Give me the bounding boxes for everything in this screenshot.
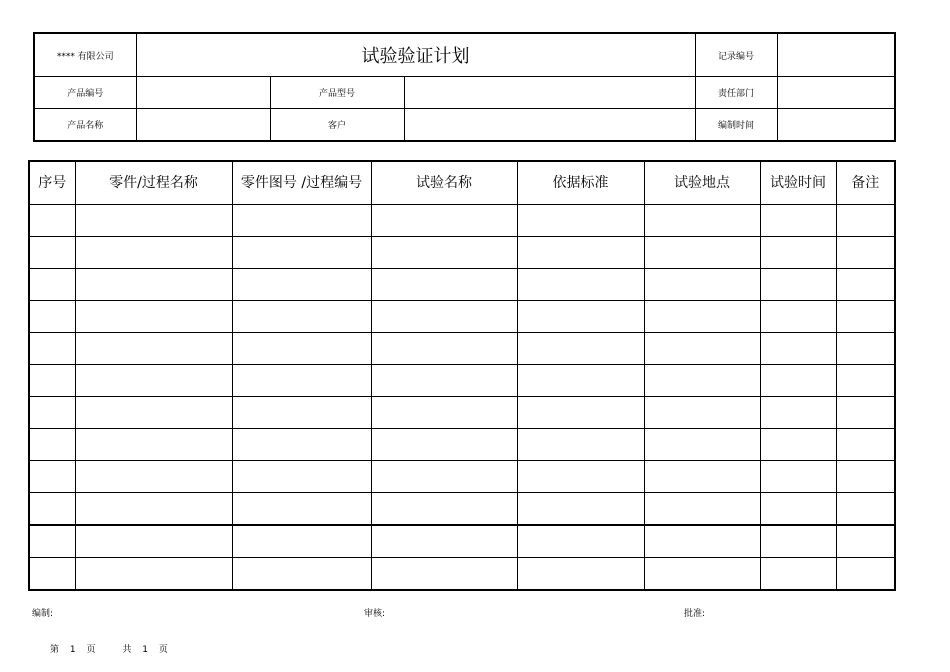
table-row — [29, 525, 895, 558]
cell-remarks[interactable] — [836, 558, 895, 591]
col-header-seq: 序号 — [29, 161, 75, 205]
cell-test-location[interactable] — [644, 493, 760, 526]
cell-test-time[interactable] — [760, 205, 836, 237]
responsible-dept-label: 责任部门 — [695, 77, 777, 109]
table-row — [29, 269, 895, 301]
cell-test-time[interactable] — [760, 365, 836, 397]
cell-drawing-process-no[interactable] — [232, 365, 371, 397]
cell-remarks[interactable] — [836, 429, 895, 461]
cell-test-name[interactable] — [371, 333, 517, 365]
cell-test-time[interactable] — [760, 301, 836, 333]
record-no-label: 记录编号 — [695, 33, 777, 77]
cell-part-process-name[interactable] — [75, 525, 232, 558]
product-no-label: 产品编号 — [34, 77, 136, 109]
cell-drawing-process-no[interactable] — [232, 397, 371, 429]
cell-standard[interactable] — [517, 333, 644, 365]
page-total: 1 — [142, 645, 149, 655]
cell-test-name[interactable] — [371, 237, 517, 269]
cell-seq[interactable] — [29, 205, 75, 237]
col-header-remarks: 备注 — [836, 161, 895, 205]
cell-drawing-process-no[interactable] — [232, 333, 371, 365]
product-model-label: 产品型号 — [270, 77, 404, 109]
cell-part-process-name[interactable] — [75, 333, 232, 365]
page-unit: 页 — [86, 645, 96, 655]
company-name: **** 有限公司 — [34, 33, 136, 77]
cell-test-location[interactable] — [644, 269, 760, 301]
cell-standard[interactable] — [517, 365, 644, 397]
cell-test-name[interactable] — [371, 301, 517, 333]
cell-remarks[interactable] — [836, 493, 895, 526]
cell-test-location[interactable] — [644, 237, 760, 269]
cell-test-name[interactable] — [371, 397, 517, 429]
col-header-standard: 依据标准 — [517, 161, 644, 205]
cell-seq[interactable] — [29, 493, 75, 526]
table-row — [29, 237, 895, 269]
cell-drawing-process-no[interactable] — [232, 237, 371, 269]
table-row — [29, 301, 895, 333]
cell-standard[interactable] — [517, 525, 644, 558]
cell-remarks[interactable] — [836, 397, 895, 429]
customer-label: 客户 — [270, 109, 404, 142]
cell-part-process-name[interactable] — [75, 365, 232, 397]
cell-test-name[interactable] — [371, 205, 517, 237]
product-model-field[interactable] — [404, 77, 695, 109]
cell-test-location[interactable] — [644, 397, 760, 429]
header-table — [33, 32, 896, 142]
cell-part-process-name[interactable] — [75, 301, 232, 333]
cell-standard[interactable] — [517, 558, 644, 591]
cell-test-location[interactable] — [644, 301, 760, 333]
cell-seq[interactable] — [29, 429, 75, 461]
cell-remarks[interactable] — [836, 301, 895, 333]
cell-remarks[interactable] — [836, 461, 895, 493]
cell-part-process-name[interactable] — [75, 461, 232, 493]
cell-test-name[interactable] — [371, 365, 517, 397]
table-row — [29, 397, 895, 429]
cell-remarks[interactable] — [836, 205, 895, 237]
table-row — [29, 333, 895, 365]
product-name-label: 产品名称 — [34, 109, 136, 142]
page-prefix: 第 — [50, 645, 60, 655]
cell-remarks[interactable] — [836, 525, 895, 558]
cell-test-time[interactable] — [760, 397, 836, 429]
cell-part-process-name[interactable] — [75, 205, 232, 237]
cell-remarks[interactable] — [836, 365, 895, 397]
cell-test-name[interactable] — [371, 525, 517, 558]
cell-test-location[interactable] — [644, 365, 760, 397]
customer-field[interactable] — [404, 109, 695, 142]
cell-standard[interactable] — [517, 461, 644, 493]
cell-part-process-name[interactable] — [75, 493, 232, 526]
cell-seq[interactable] — [29, 237, 75, 269]
cell-drawing-process-no[interactable] — [232, 525, 371, 558]
cell-test-time[interactable] — [760, 558, 836, 591]
responsible-dept-field[interactable] — [777, 77, 895, 109]
cell-remarks[interactable] — [836, 237, 895, 269]
col-header-test-location: 试验地点 — [644, 161, 760, 205]
cell-test-time[interactable] — [760, 429, 836, 461]
cell-test-time[interactable] — [760, 461, 836, 493]
prepared-time-label: 编制时间 — [695, 109, 777, 142]
reviewed-by-label: 审核: — [364, 609, 386, 619]
cell-drawing-process-no[interactable] — [232, 205, 371, 237]
cell-seq[interactable] — [29, 461, 75, 493]
cell-part-process-name[interactable] — [75, 269, 232, 301]
cell-seq[interactable] — [29, 333, 75, 365]
cell-test-time[interactable] — [760, 525, 836, 558]
col-header-part-process-name: 零件/过程名称 — [75, 161, 232, 205]
cell-drawing-process-no[interactable] — [232, 461, 371, 493]
plan-table — [28, 160, 896, 591]
cell-part-process-name[interactable] — [75, 237, 232, 269]
cell-standard[interactable] — [517, 429, 644, 461]
cell-remarks[interactable] — [836, 269, 895, 301]
cell-standard[interactable] — [517, 237, 644, 269]
cell-standard[interactable] — [517, 269, 644, 301]
table-row — [29, 558, 895, 591]
cell-part-process-name[interactable] — [75, 558, 232, 591]
cell-part-process-name[interactable] — [75, 429, 232, 461]
cell-standard[interactable] — [517, 493, 644, 526]
total-unit: 页 — [158, 645, 168, 655]
document-title: 试验验证计划 — [136, 33, 695, 77]
table-row — [29, 461, 895, 493]
col-header-test-time: 试验时间 — [760, 161, 836, 205]
cell-part-process-name[interactable] — [75, 397, 232, 429]
cell-test-name[interactable] — [371, 269, 517, 301]
cell-test-time[interactable] — [760, 493, 836, 526]
cell-test-location[interactable] — [644, 461, 760, 493]
cell-test-location[interactable] — [644, 333, 760, 365]
product-name-field[interactable] — [136, 109, 270, 142]
cell-test-name[interactable] — [371, 461, 517, 493]
page-current: 1 — [69, 645, 76, 655]
cell-test-location[interactable] — [644, 525, 760, 558]
cell-seq[interactable] — [29, 269, 75, 301]
table-row — [29, 205, 895, 237]
cell-test-time[interactable] — [760, 237, 836, 269]
compiled-by-label: 编制: — [32, 609, 54, 619]
cell-drawing-process-no[interactable] — [232, 493, 371, 526]
cell-drawing-process-no[interactable] — [232, 269, 371, 301]
cell-test-location[interactable] — [644, 205, 760, 237]
col-header-test-name: 试验名称 — [371, 161, 517, 205]
cell-seq[interactable] — [29, 558, 75, 591]
product-no-field[interactable] — [136, 77, 270, 109]
total-prefix: 共 — [122, 645, 132, 655]
cell-test-location[interactable] — [644, 558, 760, 591]
cell-test-name[interactable] — [371, 429, 517, 461]
cell-standard[interactable] — [517, 301, 644, 333]
cell-test-name[interactable] — [371, 558, 517, 591]
cell-standard[interactable] — [517, 205, 644, 237]
cell-seq[interactable] — [29, 397, 75, 429]
cell-test-name[interactable] — [371, 493, 517, 526]
cell-seq[interactable] — [29, 525, 75, 558]
table-row — [29, 493, 895, 526]
cell-test-time[interactable] — [760, 269, 836, 301]
cell-standard[interactable] — [517, 397, 644, 429]
prepared-time-field[interactable] — [777, 109, 895, 142]
record-no-field[interactable] — [777, 33, 895, 77]
cell-seq[interactable] — [29, 301, 75, 333]
cell-drawing-process-no[interactable] — [232, 558, 371, 591]
cell-test-location[interactable] — [644, 429, 760, 461]
page-indicator — [50, 642, 174, 655]
table-row — [29, 429, 895, 461]
approved-by-label: 批准: — [684, 609, 706, 619]
col-header-drawing-process-no: 零件图号 /过程编号 — [232, 161, 371, 205]
table-row — [29, 365, 895, 397]
cell-test-time[interactable] — [760, 333, 836, 365]
cell-seq[interactable] — [29, 365, 75, 397]
cell-drawing-process-no[interactable] — [232, 429, 371, 461]
cell-drawing-process-no[interactable] — [232, 301, 371, 333]
cell-remarks[interactable] — [836, 333, 895, 365]
